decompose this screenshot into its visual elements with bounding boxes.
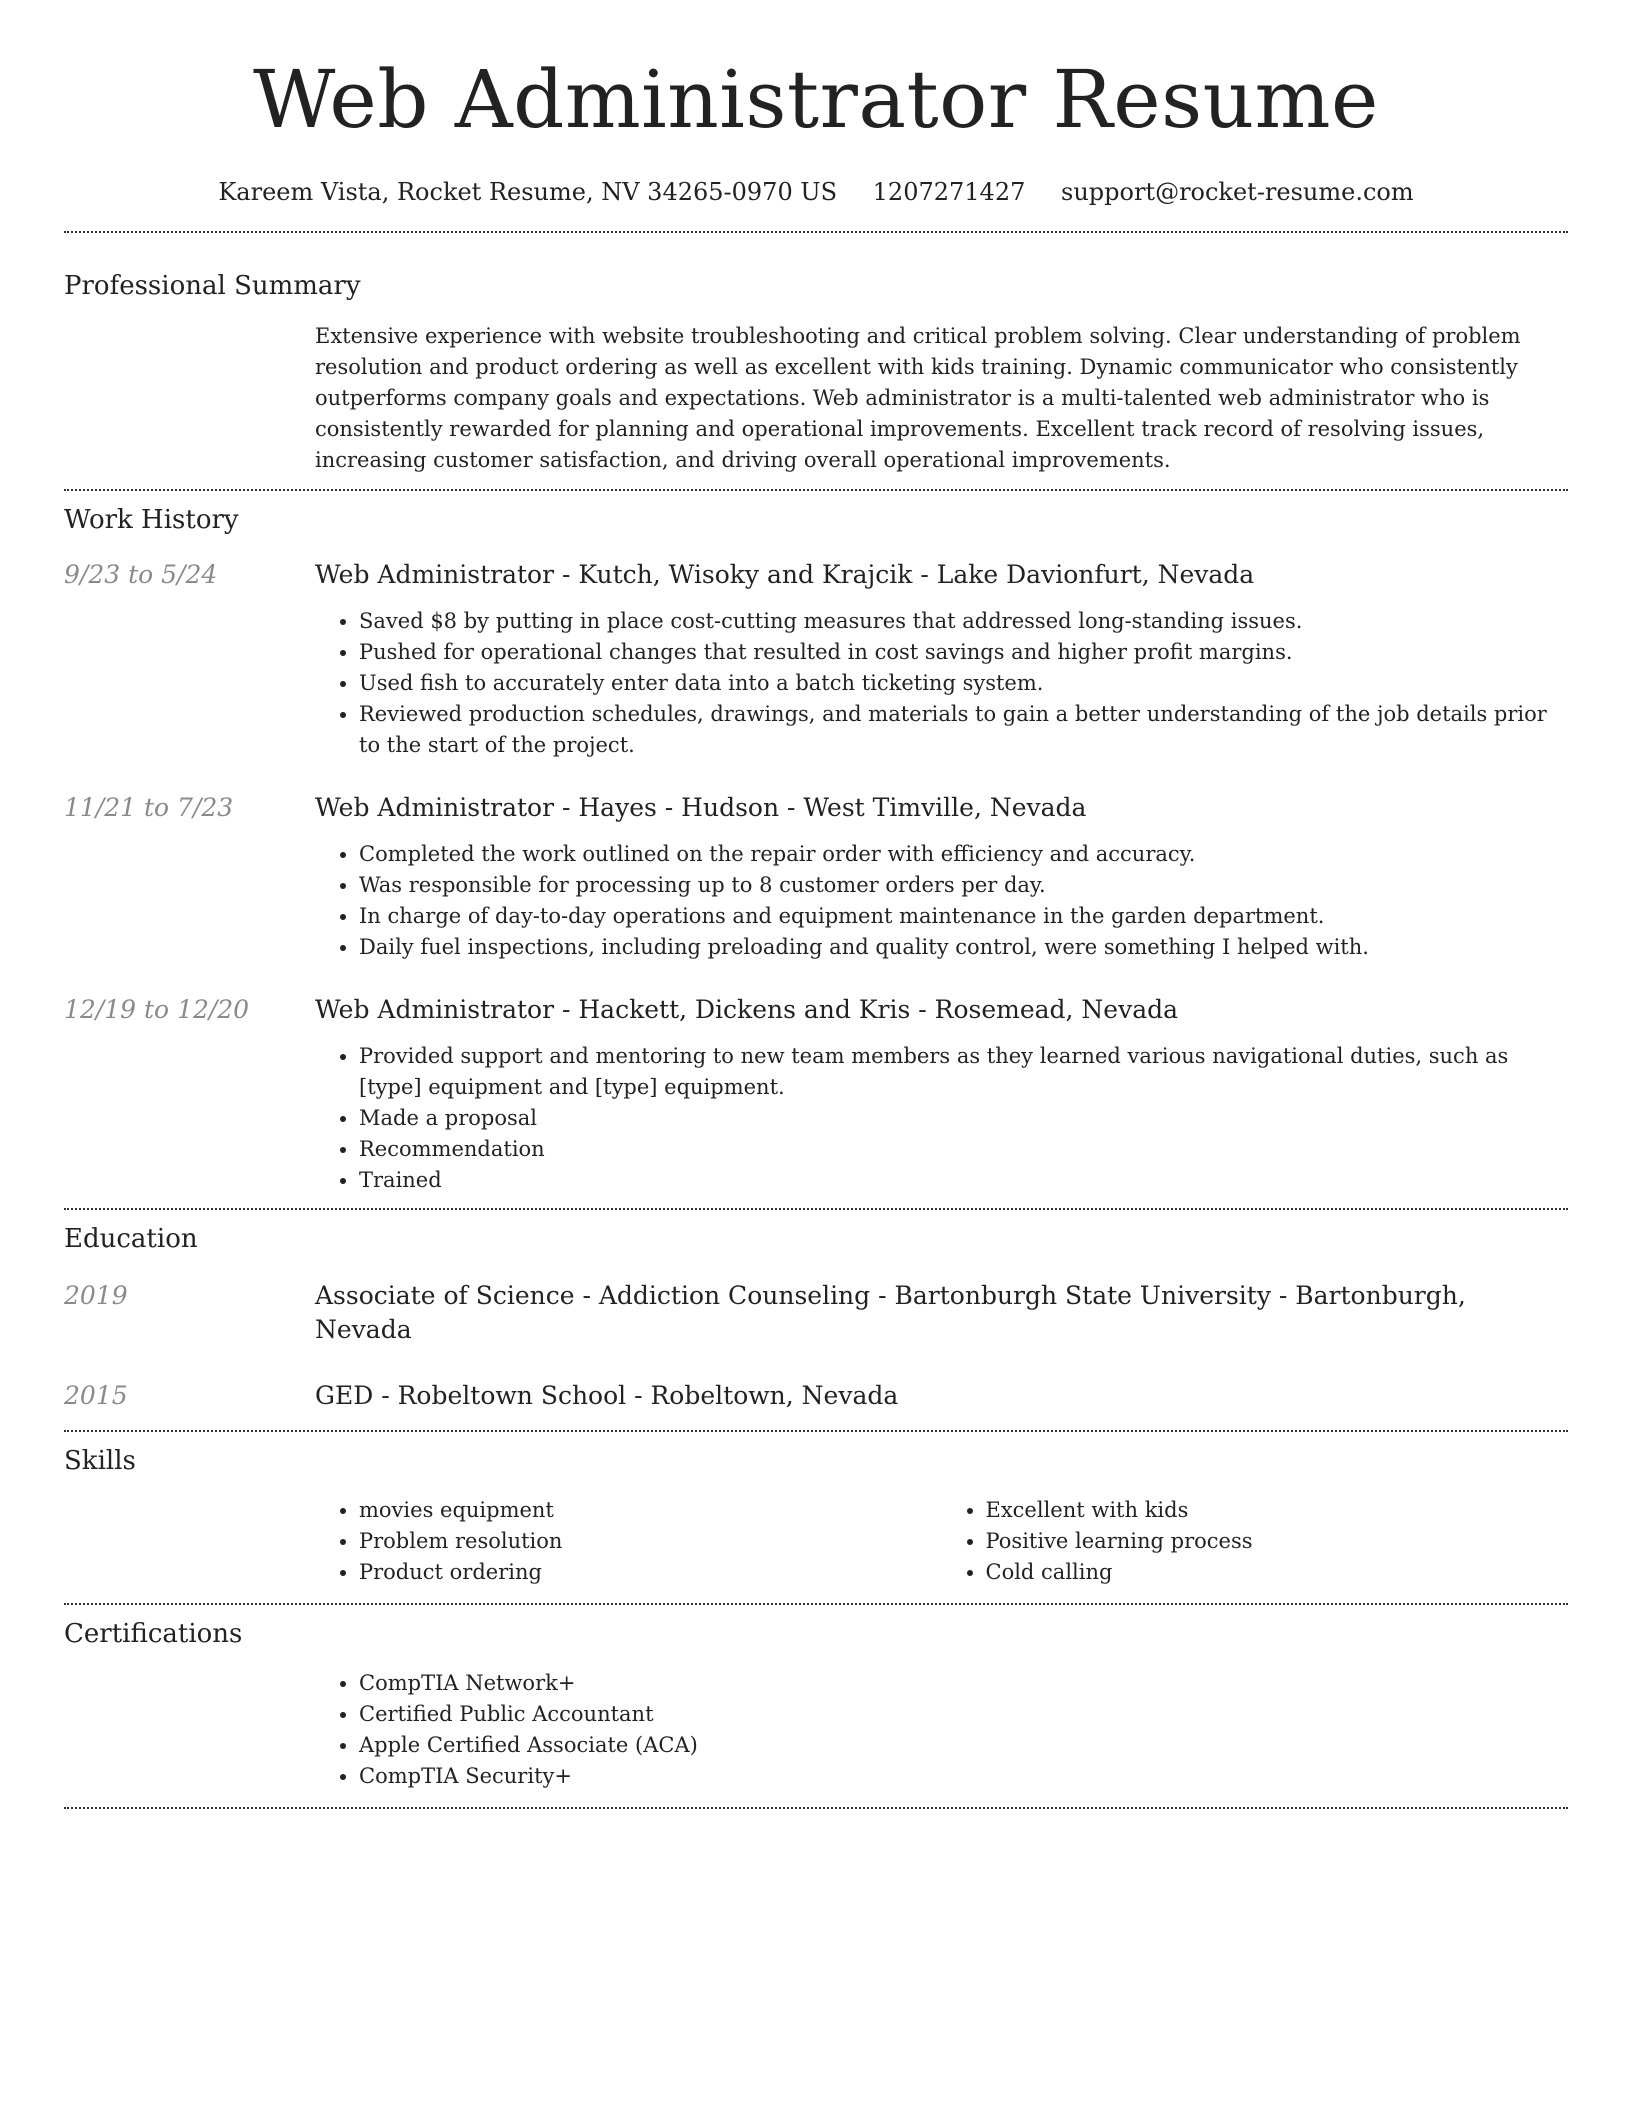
education-degree: GED [315, 1381, 374, 1410]
skills-left-spacer [64, 1495, 315, 1588]
contact-line [64, 176, 1568, 208]
section-title-certifications: Certifications [64, 1619, 243, 1649]
section-title-summary: Professional Summary [64, 271, 361, 301]
list-item: • Made a proposal [359, 1103, 1568, 1134]
list-item: • Completed the work outlined on the repair order with efficiency and accuracy. [359, 839, 1568, 870]
certifications-body [315, 1668, 1568, 1792]
certifications-row [64, 1668, 1568, 1792]
education-entry [64, 1379, 1568, 1413]
job-body [315, 558, 1568, 761]
contact-address: Kareem Vista, Rocket Resume, NV 34265-0970 US [218, 178, 838, 206]
divider [64, 489, 1568, 491]
job-title: Web Administrator - Hackett, Dickens and Kris - Rosemead, Nevada [315, 995, 1179, 1024]
job-dates: 9/23 to 5/24 [64, 560, 218, 589]
skills-list [315, 1495, 942, 1588]
list-item: • Product ordering [359, 1557, 942, 1588]
section-title-skills: Skills [64, 1446, 136, 1476]
list-item: • Problem resolution [359, 1526, 942, 1557]
job-bullets [315, 839, 1568, 963]
job-body [315, 993, 1568, 1196]
list-item: • Recommendation [359, 1134, 1568, 1165]
summary-left-spacer [64, 321, 315, 476]
skills-list [942, 1495, 1569, 1588]
list-item: • Positive learning process [986, 1526, 1569, 1557]
list-item: • CompTIA Security+ [359, 1761, 1568, 1792]
list-item: • Reviewed production schedules, drawings, and materials to gain a better understanding of the job details prior to the start of the project. [359, 699, 1568, 761]
job-title: Web Administrator - Kutch, Wisoky and Krajcik - Lake Davionfurt, Nevada [315, 560, 1255, 589]
certifications-list [315, 1668, 1568, 1792]
divider [64, 231, 1568, 233]
divider [64, 1430, 1568, 1432]
education-year: 2015 [64, 1381, 128, 1410]
list-item: • Saved $8 by putting in place cost-cutting measures that addressed long-standing issues. [359, 606, 1568, 637]
list-item: • Used fish to accurately enter data into a batch ticketing system. [359, 668, 1568, 699]
list-item: • In charge of day-to-day operations and equipment maintenance in the garden department. [359, 901, 1568, 932]
summary-row [64, 321, 1568, 476]
education-school: - Bartonburgh State University - Bartonburgh, Nevada [315, 1281, 1466, 1344]
list-item: • Excellent with kids [986, 1495, 1569, 1526]
divider [64, 1208, 1568, 1210]
list-item: • Pushed for operational changes that resulted in cost savings and higher profit margins. [359, 637, 1568, 668]
job-entry [64, 558, 1568, 761]
contact-phone: 1207271427 [872, 178, 1026, 206]
divider [64, 1603, 1568, 1605]
skills-row [64, 1495, 1568, 1588]
resume-page [64, 0, 1568, 1809]
list-item: • Was responsible for processing up to 8 customer orders per day. [359, 870, 1568, 901]
list-item: • movies equipment [359, 1495, 942, 1526]
section-title-work-history: Work History [64, 505, 239, 535]
job-bullets [315, 1041, 1568, 1196]
list-item: • Certified Public Accountant [359, 1699, 1568, 1730]
education-body [315, 1379, 1568, 1413]
list-item: • Provided support and mentoring to new team members as they learned various navigational duties, such as [type] equipment and [type] equipment. [359, 1041, 1568, 1103]
resume-title: Web Administrator Resume [253, 53, 1379, 146]
job-bullets [315, 606, 1568, 761]
education-entry [64, 1279, 1568, 1347]
list-item: • CompTIA Network+ [359, 1668, 1568, 1699]
list-item: • Apple Certified Associate (ACA) [359, 1730, 1568, 1761]
list-item: • Trained [359, 1165, 1568, 1196]
job-dates: 11/21 to 7/23 [64, 793, 234, 822]
skills-grid [315, 1495, 1568, 1588]
job-body [315, 791, 1568, 963]
summary-body [315, 321, 1568, 476]
education-degree: Associate of Science - Addiction Counseling [315, 1281, 871, 1310]
summary-text: Extensive experience with website troubleshooting and critical problem solving. Clear understanding of problem resolution and product ordering as well as excellent with kids training. Dynamic communicator who consistently outperforms company goals and expectations. Web administrator is a multi-talented web administrator who is consistently rewarded for planning and operational improvements. Excellent track record of resolving issues, increasing customer satisfaction, and driving overall operational improvements. [315, 324, 1521, 472]
list-item: • Daily fuel inspections, including preloading and quality control, were something I helped with. [359, 932, 1568, 963]
education-body [315, 1279, 1568, 1347]
job-entry [64, 791, 1568, 963]
divider [64, 1807, 1568, 1809]
job-entry [64, 993, 1568, 1196]
list-item: • Cold calling [986, 1557, 1569, 1588]
job-title: Web Administrator - Hayes - Hudson - West Timville, Nevada [315, 793, 1087, 822]
section-title-education: Education [64, 1224, 198, 1254]
education-year: 2019 [64, 1281, 128, 1310]
job-dates: 12/19 to 12/20 [64, 995, 250, 1024]
education-school: - Robeltown School - Robeltown, Nevada [373, 1381, 899, 1410]
contact-email: support@rocket-resume.com [1061, 178, 1414, 206]
certifications-left-spacer [64, 1668, 315, 1792]
